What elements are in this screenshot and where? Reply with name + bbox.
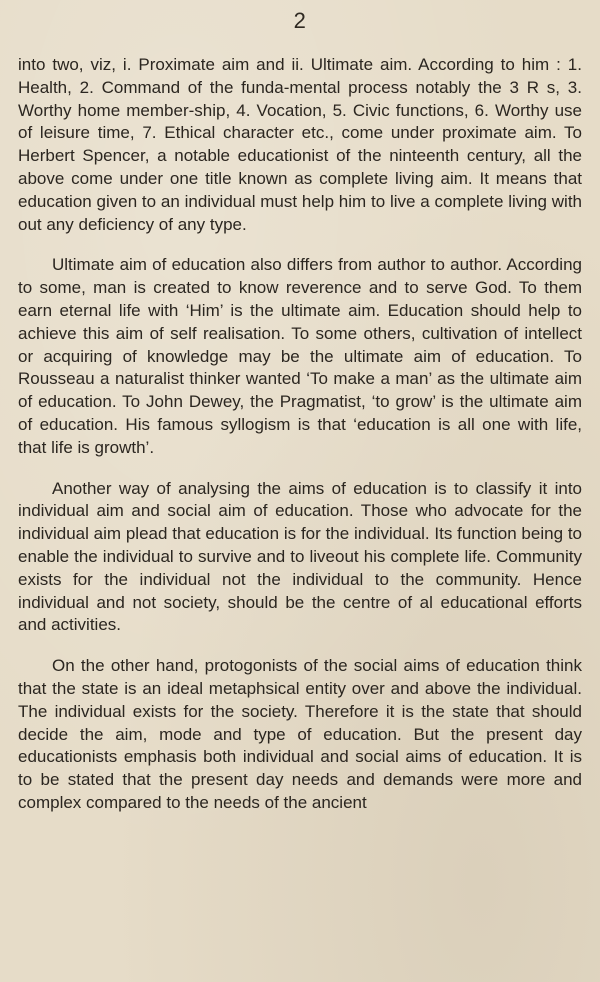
- paragraph-individual-social-aim: Another way of analysing the aims of education is to classify it into individual aim and social aim of education. Those who advocate for the individual aim plead that education is for the individual. Its function being to enable the individual to survive and to liveout his complete life. Community exists for the individual not the individual to the community. Hence individual and not society, should be the centre of al educational efforts and activities.: [18, 478, 582, 635]
- paragraph-social-aims: On the other hand, protogonists of the social aims of education think that the state is an ideal metaphsical entity over and above the individual. The individual exists for the society. Therefore it is the state that should decide the aim, mode and type of education. But the present day educationists emphasis both individual and social aims of education. It is to be stated that the present day needs and demands were more and complex compared to the needs of the ancient: [18, 656, 582, 812]
- paragraph-proximate-aim: into two, viz, i. Proximate aim and ii. Ultimate aim. According to him : 1. Health, 2. Command of the funda-mental process notably the 3 R s, 3. Worthy home member-ship, 4. Vocation, 5. Civic functions, 6. Worthy use of leisure time, 7. Ethical character etc., come under proximate aim. To Herbert Spencer, a notable educationist of the ninteenth century, all the above come under one title known as complete living aim. It means that education given to an individual must help him to live a complete living with out any deficiency of any type.: [18, 55, 582, 234]
- body-text: [18, 54, 582, 815]
- page-number: 2: [293, 8, 307, 33]
- paragraph-ultimate-aim: Ultimate aim of education also differs from author to author. According to some, man is created to know reverence and to serve God. To them earn eternal life with ‘Him’ is the ultimate aim. Education should help to achieve this aim of self realisation. To some others, cultivation of intellect or acquiring of knowledge may be the ultimate aim of education. To Rousseau a naturalist thinker wanted ‘To make a man’ as the ultimate aim of education. To John Dewey, the Pragmatist, ‘to grow’ is the ultimate aim of education. His famous syllogism is that ‘education is all one with life, that life is growth’.: [18, 255, 582, 457]
